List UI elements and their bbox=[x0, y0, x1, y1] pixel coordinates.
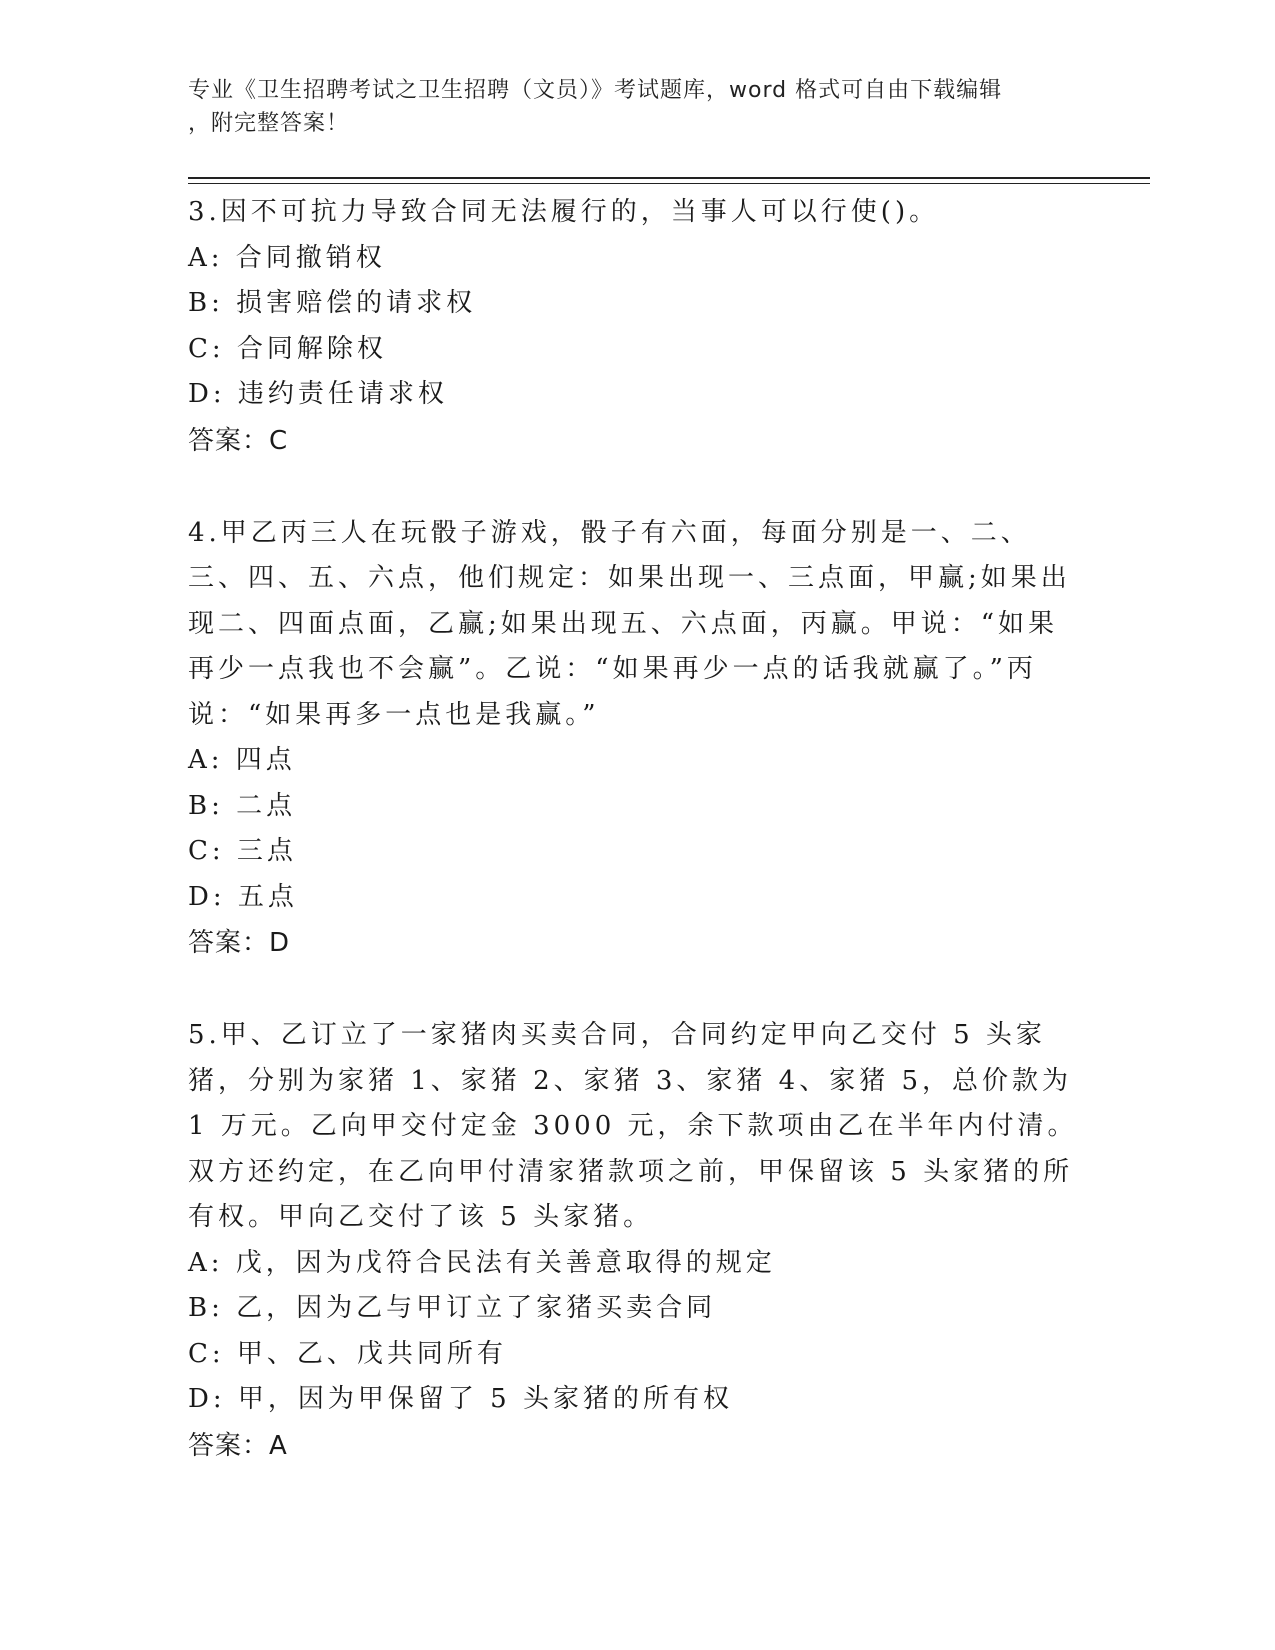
question-stem: 5.甲、乙订立了一家猪肉买卖合同，合同约定甲向乙交付 5 头家猪，分别为家猪 1、家猪 2、家猪 3、家猪 4、家猪 5，总价款为 1 万元。乙向甲交付定金 3000 元，余下款项由乙在半年内付清。双方还约定，在乙向甲付清家猪款项之前，甲保留该 5 头家猪的所有权。甲向乙交付了该 5 头家猪。 bbox=[188, 1020, 1078, 1232]
option-b: B: 损害赔偿的请求权 bbox=[188, 288, 477, 318]
question-block bbox=[188, 1013, 1088, 1469]
option-a: A: 合同撤销权 bbox=[188, 242, 386, 273]
answer-line: 答案：C bbox=[188, 425, 289, 456]
header-rule-thin bbox=[188, 183, 1150, 184]
option-c: C: 合同解除权 bbox=[188, 333, 387, 364]
question-block bbox=[188, 190, 1088, 464]
option-c: C: 甲、乙、戊共同所有 bbox=[188, 1338, 507, 1369]
answer-line: 答案：D bbox=[188, 928, 291, 958]
header-line-1: 专业《卫生招聘考试之卫生招聘（文员）》考试题库，word 格式可自由下载编辑 bbox=[188, 78, 1003, 103]
option-a: A: 戊，因为戊符合民法有关善意取得的规定 bbox=[188, 1247, 776, 1278]
question-stem: 4.甲乙丙三人在玩骰子游戏，骰子有六面，每面分别是一、二、三、四、五、六点，他们规定：如果出现一、三点面，甲赢;如果出现二、四面点面，乙赢;如果出现五、六点面，丙赢。甲说：“如果再少一点我也不会赢”。乙说：“如果再少一点的话我就赢了。”丙说：“如果再多一点也是我赢。” bbox=[188, 517, 1071, 730]
option-a: A: 四点 bbox=[188, 745, 296, 775]
option-b: B: 乙，因为乙与甲订立了家猪买卖合同 bbox=[188, 1293, 717, 1323]
answer-line: 答案：A bbox=[188, 1430, 288, 1461]
document-header bbox=[188, 74, 1078, 140]
question-list bbox=[188, 190, 1088, 1516]
option-d: D: 甲，因为甲保留了 5 头家猪的所有权 bbox=[188, 1384, 733, 1414]
option-c: C: 三点 bbox=[188, 836, 297, 866]
option-b: B: 二点 bbox=[188, 790, 297, 821]
header-rule-thick bbox=[188, 177, 1150, 179]
option-d: D: 五点 bbox=[188, 881, 298, 912]
option-d: D: 违约责任请求权 bbox=[188, 379, 448, 409]
question-stem: 3.因不可抗力导致合同无法履行的，当事人可以行使()。 bbox=[188, 197, 940, 227]
header-line-2: ，附完整答案！ bbox=[188, 111, 350, 136]
question-block bbox=[188, 511, 1088, 967]
